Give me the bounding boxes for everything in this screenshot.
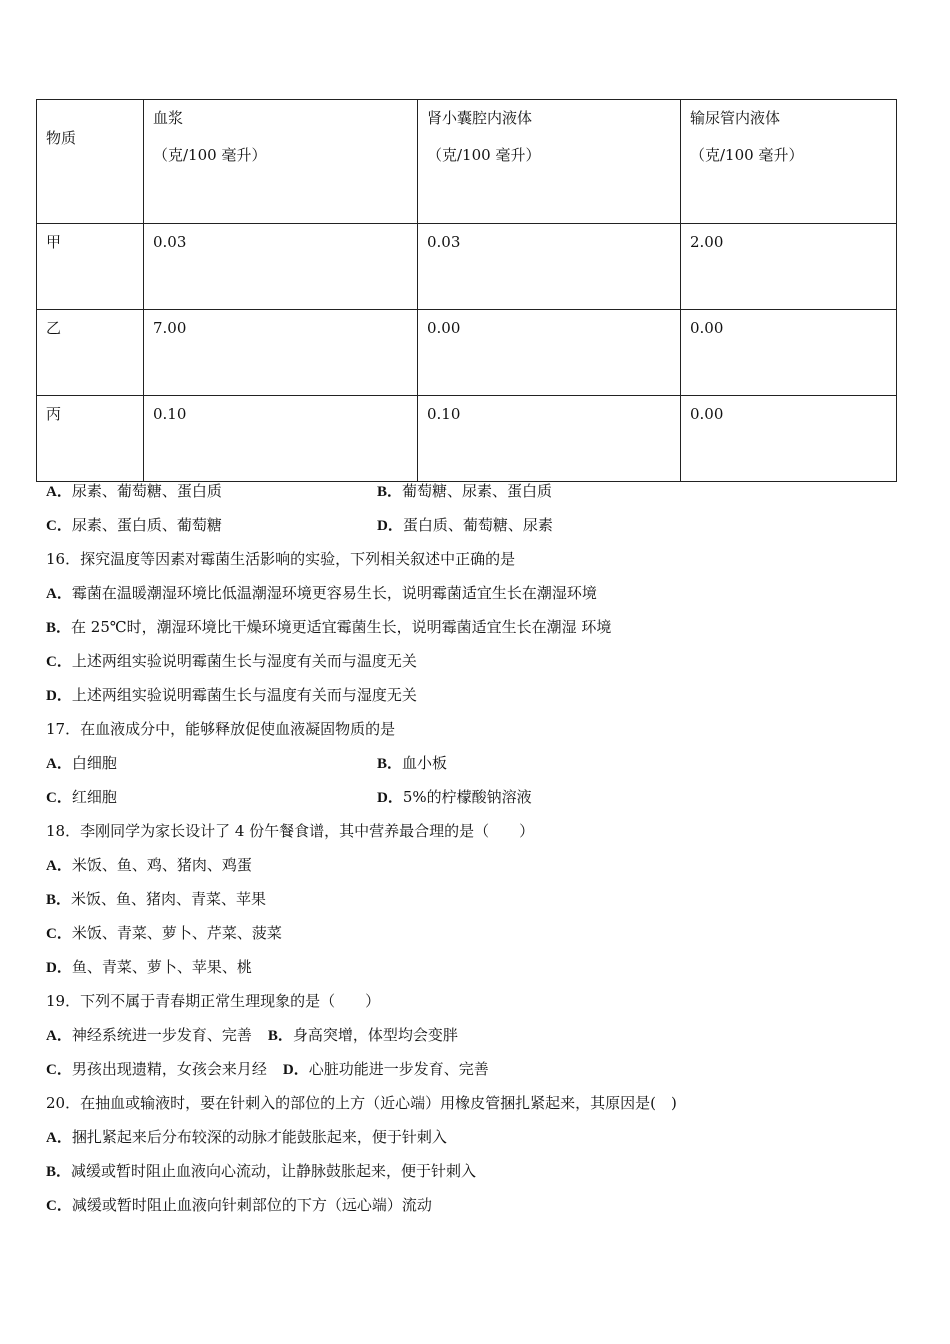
option-text: 心脏功能进一步发育、完善 <box>308 1060 489 1078</box>
q15-option-d <box>377 515 553 536</box>
option-text: 红细胞 <box>71 788 117 806</box>
option-text: 霉菌在温暖潮湿环境比低温潮湿环境更容易生长，说明霉菌适宜生长在潮湿环境 <box>71 584 597 602</box>
q18-option-b <box>46 889 266 910</box>
q15-option-b <box>377 481 552 502</box>
option-label: A． <box>46 756 72 772</box>
q16-option-c <box>46 651 417 672</box>
q18-stem: 18．李刚同学为家长设计了 4 份午餐食谱，其中营养最合理的是（ ） <box>46 822 535 840</box>
header-unit: （克/100 毫升） <box>427 146 541 164</box>
table-cell: 0.03 <box>418 224 681 310</box>
q17-option-b <box>377 753 447 774</box>
option-label: D． <box>46 688 72 704</box>
option-label: D． <box>46 960 72 976</box>
q15-option-a <box>46 481 222 502</box>
q20-option-a <box>46 1127 447 1148</box>
table-cell: 0.00 <box>681 396 897 482</box>
option-text: 鱼、青菜、萝卜、苹果、桃 <box>71 958 252 976</box>
option-text: 上述两组实验说明霉菌生长与温度有关而与湿度无关 <box>71 686 417 704</box>
option-text: 尿素、葡萄糖、蛋白质 <box>71 482 222 500</box>
table-row <box>37 310 897 396</box>
header-label: 输尿管内液体 <box>690 109 781 127</box>
option-label: A． <box>46 1028 72 1044</box>
option-text: 男孩出现遗精，女孩会来月经 <box>71 1060 267 1078</box>
option-label: A． <box>46 484 72 500</box>
q18-option-a <box>46 855 252 876</box>
q16-option-b <box>46 617 611 638</box>
option-text: 葡萄糖、尿素、蛋白质 <box>402 482 553 500</box>
header-cell <box>418 100 681 224</box>
option-label: A． <box>46 586 72 602</box>
option-text: 蛋白质、葡萄糖、尿素 <box>402 516 553 534</box>
option-text: 捆扎紧起来后分布较深的动脉才能鼓胀起来，便于针刺入 <box>71 1128 447 1146</box>
option-text: 减缓或暂时阻止血液向心流动，让静脉鼓胀起来，便于针刺入 <box>71 1162 477 1180</box>
header-label: 物质 <box>46 129 77 147</box>
option-label: B． <box>46 1164 72 1180</box>
option-label: A． <box>46 858 72 874</box>
option-text: 尿素、蛋白质、葡萄糖 <box>71 516 222 534</box>
option-text: 白细胞 <box>71 754 117 772</box>
header-unit: （克/100 毫升） <box>690 146 804 164</box>
option-label: A． <box>46 1130 72 1146</box>
header-unit: （克/100 毫升） <box>153 146 267 164</box>
option-text: 米饭、鱼、鸡、猪肉、鸡蛋 <box>71 856 252 874</box>
table-cell: 丙 <box>37 396 144 482</box>
option-label: C． <box>46 926 72 942</box>
q16-option-d <box>46 685 417 706</box>
q19-options-cd <box>46 1059 489 1080</box>
table-header-row <box>37 100 897 224</box>
option-label: C． <box>46 1198 72 1214</box>
q17-stem: 17．在血液成分中，能够释放促使血液凝固物质的是 <box>46 720 396 738</box>
q17-option-a <box>46 753 117 774</box>
option-label: C． <box>46 1062 72 1078</box>
table-cell: 0.10 <box>144 396 418 482</box>
q20-option-b <box>46 1161 476 1182</box>
q16-option-a <box>46 583 597 604</box>
table-cell: 0.00 <box>681 310 897 396</box>
q19-stem: 19．下列不属于青春期正常生理现象的是（ ） <box>46 992 381 1010</box>
option-text: 在 25℃时，潮湿环境比干燥环境更适宜霉菌生长，说明霉菌适宜生长在潮湿 环境 <box>71 618 612 636</box>
option-text: 神经系统进一步发育、完善 <box>71 1026 252 1044</box>
option-label: B． <box>377 756 403 772</box>
q20-option-c <box>46 1195 432 1216</box>
header-cell <box>681 100 897 224</box>
header-label: 肾小囊腔内液体 <box>427 109 533 127</box>
option-label: B． <box>46 892 72 908</box>
option-label: C． <box>46 654 72 670</box>
table-cell: 甲 <box>37 224 144 310</box>
option-label: C． <box>46 518 72 534</box>
table-cell: 0.10 <box>418 396 681 482</box>
option-text: 米饭、青菜、萝卜、芹菜、菠菜 <box>71 924 282 942</box>
option-text: 5%的柠檬酸钠溶液 <box>402 788 532 806</box>
table-cell: 0.03 <box>144 224 418 310</box>
q20-stem: 20．在抽血或输液时，要在针刺入的部位的上方（近心端）用橡皮管捆扎紧起来，其原因是( ) <box>46 1094 677 1112</box>
q17-option-c <box>46 787 117 808</box>
q15-option-c <box>46 515 222 536</box>
header-label: 血浆 <box>153 109 184 127</box>
table-cell: 乙 <box>37 310 144 396</box>
option-text: 身高突增，体型均会变胖 <box>292 1026 458 1044</box>
option-text: 米饭、鱼、猪肉、青菜、苹果 <box>71 890 267 908</box>
header-cell <box>144 100 418 224</box>
table-cell: 0.00 <box>418 310 681 396</box>
header-cell <box>37 100 144 224</box>
option-text: 上述两组实验说明霉菌生长与湿度有关而与温度无关 <box>71 652 417 670</box>
q18-option-c <box>46 923 282 944</box>
data-table <box>36 99 897 482</box>
q19-options-ab <box>46 1025 458 1046</box>
option-label: B． <box>267 1028 293 1044</box>
q17-option-d <box>377 787 532 808</box>
q16-stem: 16．探究温度等因素对霉菌生活影响的实验，下列相关叙述中正确的是 <box>46 550 516 568</box>
q18-option-d <box>46 957 252 978</box>
table-row <box>37 224 897 310</box>
option-text: 血小板 <box>402 754 448 772</box>
table-row <box>37 396 897 482</box>
option-label: D． <box>377 518 403 534</box>
option-label: C． <box>46 790 72 806</box>
option-label: B． <box>377 484 403 500</box>
table-cell: 2.00 <box>681 224 897 310</box>
option-text: 减缓或暂时阻止血液向针刺部位的下方（远心端）流动 <box>71 1196 432 1214</box>
table-cell: 7.00 <box>144 310 418 396</box>
option-label: D． <box>377 790 403 806</box>
option-label: D． <box>282 1062 309 1078</box>
option-label: B． <box>46 620 72 636</box>
